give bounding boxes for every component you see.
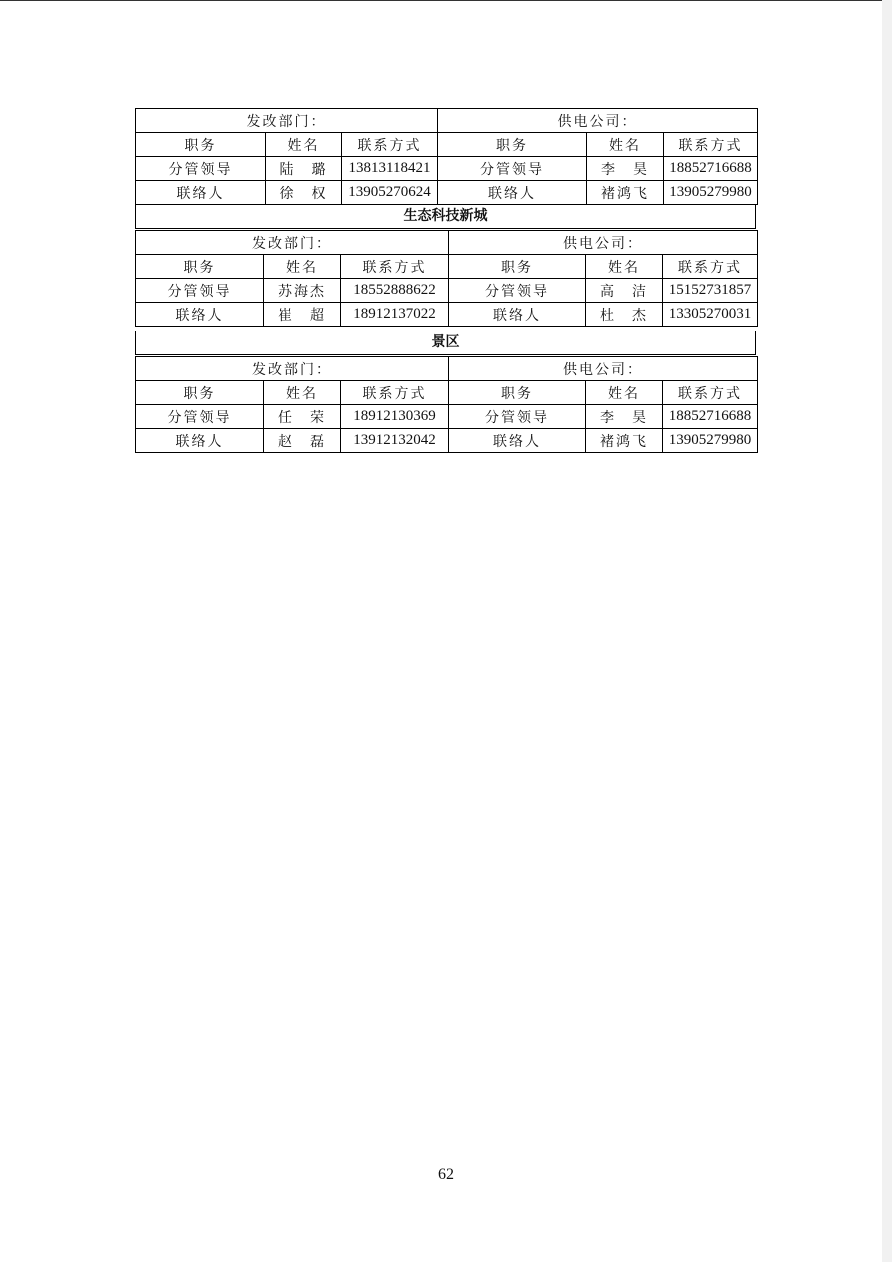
contact-table-section-2: [135, 230, 757, 327]
column-header-row: [136, 381, 758, 405]
section-title-scenic-area: 景区: [135, 331, 756, 355]
name-cell: 李 昊: [587, 157, 664, 181]
dev-reform-dept-header: 发改部门：: [136, 109, 438, 133]
contact-table: [135, 356, 758, 453]
section-title-eco-tech-city: 生态科技新城: [135, 205, 756, 229]
column-header: 姓名: [586, 381, 663, 405]
column-header-row: [136, 255, 758, 279]
column-header: 职务: [449, 255, 586, 279]
contact-table-section-1: [135, 108, 757, 205]
phone-cell: 18912130369: [341, 405, 449, 429]
name-cell: 任 荣: [264, 405, 341, 429]
column-header: 姓名: [264, 381, 341, 405]
role-cell: 联络人: [136, 181, 266, 205]
name-cell: 赵 磊: [264, 429, 341, 453]
column-header: 联系方式: [341, 381, 449, 405]
column-header: 姓名: [264, 255, 341, 279]
table-row: [136, 157, 758, 181]
dev-reform-dept-header: 发改部门：: [136, 231, 449, 255]
name-cell: 高 洁: [586, 279, 663, 303]
column-header: 职务: [136, 255, 264, 279]
role-cell: 分管领导: [136, 157, 266, 181]
column-header: 联系方式: [341, 255, 449, 279]
power-company-header: 供电公司：: [449, 231, 758, 255]
phone-cell: 18852716688: [664, 157, 758, 181]
name-cell: 苏海杰: [264, 279, 341, 303]
name-cell: 李 昊: [586, 405, 663, 429]
column-header: 联系方式: [663, 381, 758, 405]
department-header-row: [136, 231, 758, 255]
role-cell: 分管领导: [136, 279, 264, 303]
phone-cell: 13305270031: [663, 303, 758, 327]
column-header: 联系方式: [664, 133, 758, 157]
phone-cell: 18852716688: [663, 405, 758, 429]
column-header: 职务: [136, 133, 266, 157]
name-cell: 徐 权: [266, 181, 342, 205]
column-header: 姓名: [586, 255, 663, 279]
table-row: [136, 405, 758, 429]
name-cell: 陆 璐: [266, 157, 342, 181]
column-header: 职务: [438, 133, 587, 157]
name-cell: 崔 超: [264, 303, 341, 327]
role-cell: 联络人: [136, 429, 264, 453]
name-cell: 褚鸿飞: [586, 429, 663, 453]
column-header: 职务: [449, 381, 586, 405]
role-cell: 分管领导: [438, 157, 587, 181]
dev-reform-dept-header: 发改部门：: [136, 357, 449, 381]
department-header-row: [136, 357, 758, 381]
top-rule: [0, 0, 892, 1]
phone-cell: 13813118421: [342, 157, 438, 181]
table-row: [136, 181, 758, 205]
column-header-row: [136, 133, 758, 157]
role-cell: 分管领导: [449, 279, 586, 303]
role-cell: 联络人: [136, 303, 264, 327]
role-cell: 分管领导: [136, 405, 264, 429]
contact-table-section-3: [135, 356, 757, 453]
phone-cell: 13912132042: [341, 429, 449, 453]
phone-cell: 18912137022: [341, 303, 449, 327]
column-header: 姓名: [266, 133, 342, 157]
power-company-header: 供电公司：: [438, 109, 758, 133]
phone-cell: 15152731857: [663, 279, 758, 303]
column-header: 联系方式: [663, 255, 758, 279]
phone-cell: 13905279980: [664, 181, 758, 205]
role-cell: 联络人: [438, 181, 587, 205]
column-header: 姓名: [587, 133, 664, 157]
contact-table: [135, 230, 758, 327]
table-row: [136, 429, 758, 453]
name-cell: 杜 杰: [586, 303, 663, 327]
table-row: [136, 303, 758, 327]
phone-cell: 13905270624: [342, 181, 438, 205]
phone-cell: 13905279980: [663, 429, 758, 453]
role-cell: 联络人: [449, 429, 586, 453]
name-cell: 褚鸿飞: [587, 181, 664, 205]
column-header: 职务: [136, 381, 264, 405]
power-company-header: 供电公司：: [449, 357, 758, 381]
phone-cell: 18552888622: [341, 279, 449, 303]
department-header-row: [136, 109, 758, 133]
contact-table: [135, 108, 758, 205]
role-cell: 分管领导: [449, 405, 586, 429]
role-cell: 联络人: [449, 303, 586, 327]
page-edge-shadow: [882, 0, 892, 1262]
table-row: [136, 279, 758, 303]
page-number: 62: [438, 1166, 454, 1183]
column-header: 联系方式: [342, 133, 438, 157]
